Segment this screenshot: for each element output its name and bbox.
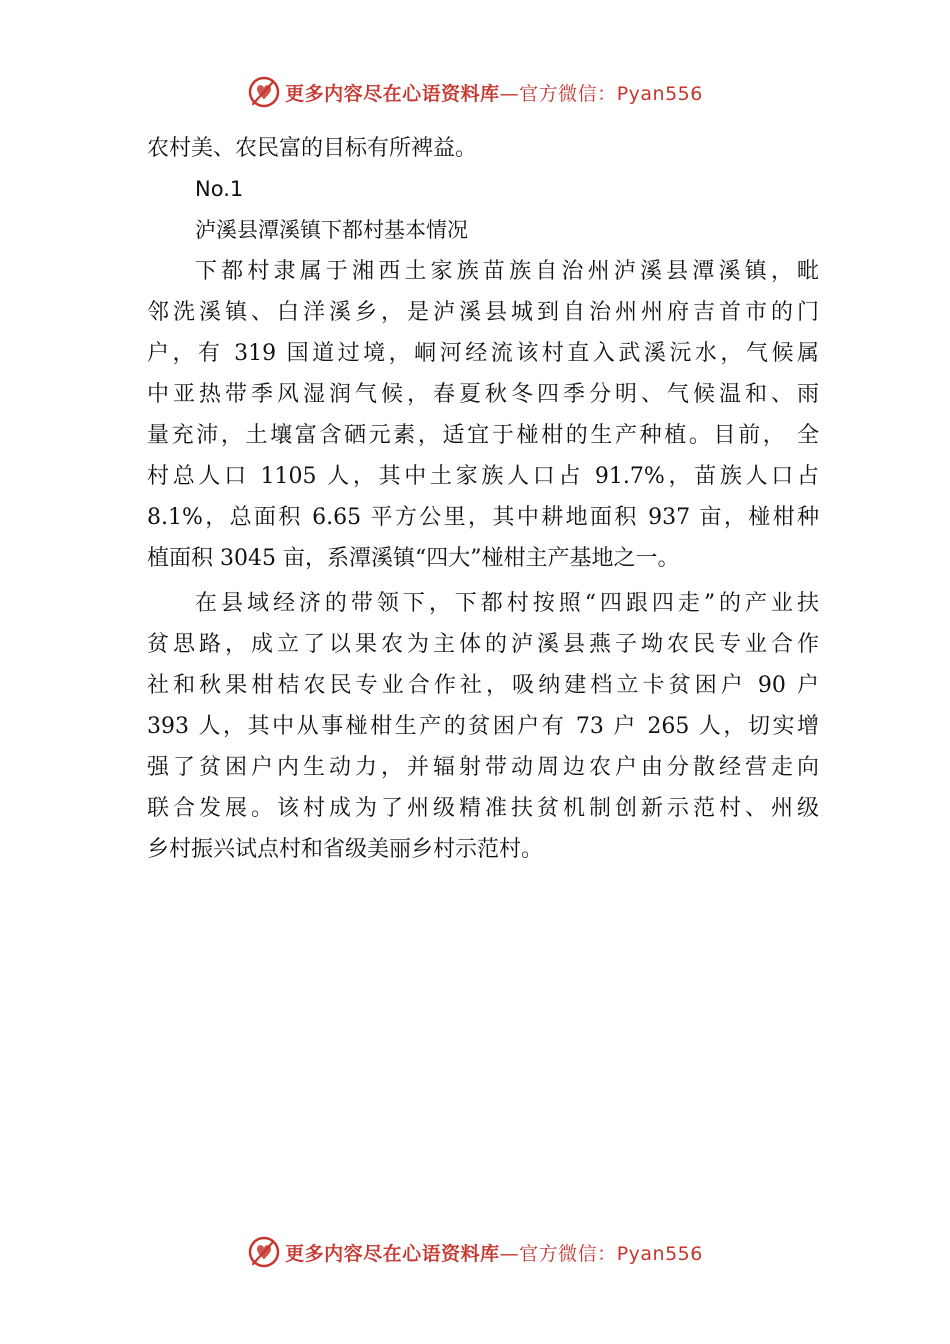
footer-brand: 更多内容尽在心语资料库: [285, 1242, 500, 1265]
footer-wechat-label: 官方微信：: [519, 1242, 617, 1265]
paragraph-2-line: 联合发展。该村成为了州级精准扶贫机制创新示范村、州级: [147, 796, 819, 821]
header-banner-text: [285, 79, 703, 106]
heart-pen-logo-icon: [247, 75, 281, 109]
continuation-line: 农村美、农民富的目标有所裨益。: [147, 136, 478, 161]
paragraph-1: [147, 251, 819, 579]
heart-pen-logo-icon: [247, 1235, 281, 1269]
footer-dash: —: [499, 1242, 520, 1265]
paragraph-1-line: 8.1%，总面积 6.65 平方公里，其中耕地面积 937 亩，椪柑种: [147, 505, 819, 530]
footer-banner-text: [285, 1239, 703, 1266]
section-number: No.1: [195, 177, 244, 201]
paragraph-1-line: 植面积 3045 亩，系潭溪镇“四大”椪柑主产基地之一。: [147, 546, 680, 571]
section-title: 泸溪县潭溪镇下都村基本情况: [195, 218, 468, 242]
paragraph-1-line: 户，有 319 国道过境，峒河经流该村直入武溪沅水，气候属: [147, 341, 819, 366]
paragraph-2-line: 393 人，其中从事椪柑生产的贫困户有 73 户 265 人，切实增: [147, 714, 819, 739]
header-banner: [0, 72, 950, 112]
paragraph-1-line: 村总人口 1105 人，其中土家族人口占 91.7%，苗族人口占: [147, 464, 819, 489]
paragraph-1-line: 下都村隶属于湘西土家族苗族自治州泸溪县潭溪镇，毗: [195, 259, 819, 284]
paragraph-2-line: 社和秋果柑桔农民专业合作社，吸纳建档立卡贫困户 90 户: [147, 673, 819, 698]
paragraph-2-line: 在县域经济的带领下，下都村按照“四跟四走”的产业扶: [195, 591, 819, 616]
header-wechat-id: Pyan556: [616, 82, 703, 105]
paragraph-1-line: 中亚热带季风湿润气候，春夏秋冬四季分明、气候温和、雨: [147, 382, 819, 407]
header-wechat-label: 官方微信：: [519, 82, 617, 105]
header-dash: —: [499, 82, 520, 105]
paragraph-1-line: 量充沛，土壤富含硒元素，适宜于椪柑的生产种植。目前， 全: [147, 423, 819, 448]
document-body: [147, 128, 819, 870]
paragraph-2-line: 乡村振兴试点村和省级美丽乡村示范村。: [147, 837, 544, 862]
footer-wechat-id: Pyan556: [616, 1242, 703, 1265]
paragraph-2: [147, 583, 819, 870]
paragraph-1-line: 邻洗溪镇、白洋溪乡，是泸溪县城到自治州州府吉首市的门: [147, 300, 819, 325]
paragraph-2-line: 强了贫困户内生动力，并辐射带动周边农户由分散经营走向: [147, 755, 819, 780]
footer-banner: [0, 1232, 950, 1272]
header-brand: 更多内容尽在心语资料库: [285, 82, 500, 105]
paragraph-2-line: 贫思路，成立了以果农为主体的泸溪县燕子坳农民专业合作: [147, 632, 819, 657]
